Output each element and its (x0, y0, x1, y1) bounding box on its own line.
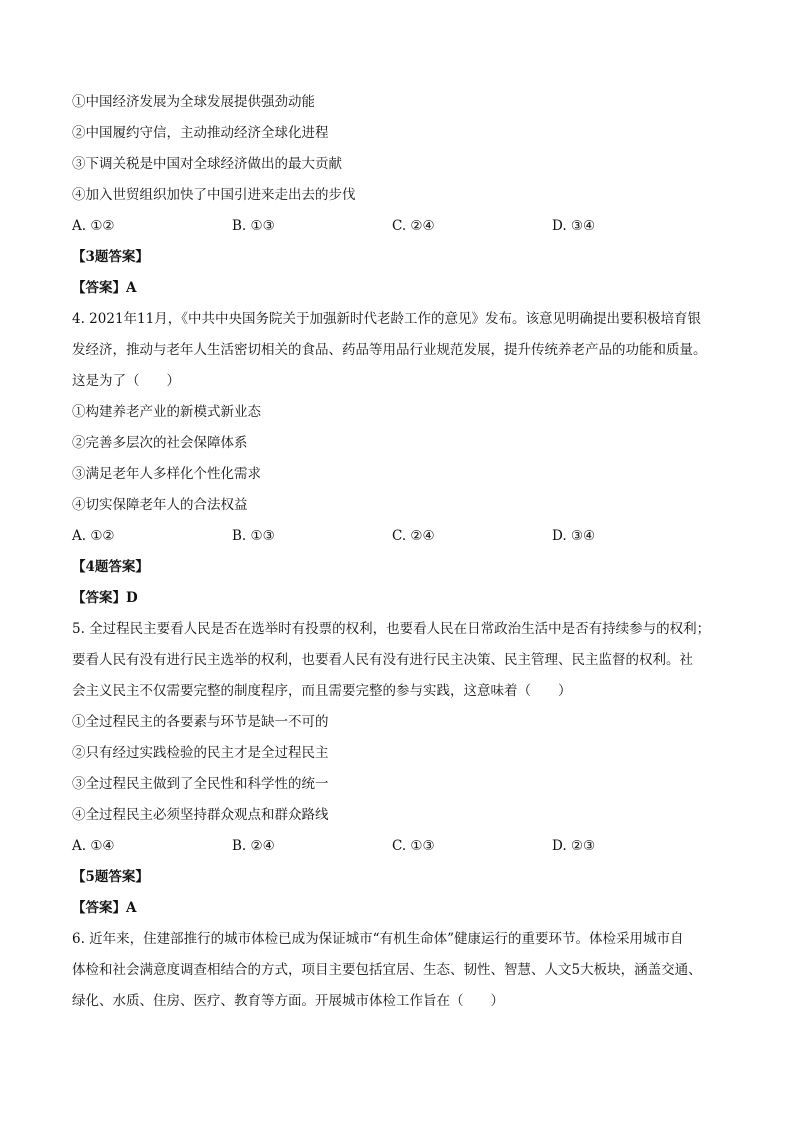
q3-option-b: B. ①③ (232, 218, 275, 234)
q3-item-4: ④加入世贸组织加快了中国引进来走出去的步伐 (72, 187, 356, 203)
q4-answer-header: 【4题答案】 (72, 559, 149, 575)
q5-option-d: D. ②③ (552, 838, 596, 854)
q6-stem-line-3: 绿化、水质、住房、医疗、教育等方面。开展城市体检工作旨在（ ） (72, 993, 504, 1009)
q4-item-2: ②完善多层次的社会保障体系 (72, 435, 248, 451)
q5-stem-line-3: 会主义民主不仅需要完整的制度程序，而且需要完整的参与实践，这意味着（ ） (72, 683, 572, 699)
q5-stem-line-2: 要看人民有没有进行民主选举的权利，也要看人民有没有进行民主决策、民主管理、民主监督的权利。社 (72, 652, 693, 668)
q5-answer: 【答案】A (72, 900, 137, 916)
q5-item-3: ③全过程民主做到了全民性和科学性的统一 (72, 776, 329, 792)
q3-answer: 【答案】A (72, 280, 137, 296)
q5-option-c: C. ①③ (392, 838, 435, 854)
q3-options (72, 216, 732, 236)
q3-item-2: ②中国履约守信，主动推动经济全球化进程 (72, 125, 329, 141)
q5-item-2: ②只有经过实践检验的民主才是全过程民主 (72, 745, 329, 761)
q4-stem-line-3: 这是为了（ ） (72, 373, 180, 389)
q5-option-b: B. ②④ (232, 838, 275, 854)
q4-option-c: C. ②④ (392, 528, 435, 544)
q4-option-b: B. ①③ (232, 528, 275, 544)
q4-item-1: ①构建养老产业的新模式新业态 (72, 404, 261, 420)
q4-option-d: D. ③④ (552, 528, 596, 544)
q4-item-4: ④切实保障老年人的合法权益 (72, 497, 248, 513)
q5-item-1: ①全过程民主的各要素与环节是缺一不可的 (72, 714, 329, 730)
q5-item-4: ④全过程民主必须坚持群众观点和群众路线 (72, 807, 329, 823)
q6-stem-line-2: 体检和社会满意度调查相结合的方式，项目主要包括宜居、生态、韧性、智慧、人文5大板块，涵盖交通、 (72, 962, 702, 978)
q6-stem-line-1: 6. 近年来，住建部推行的城市体检已成为保证城市“有机生命体”健康运行的重要环节。体检采用城市自 (72, 931, 684, 947)
q3-option-c: C. ②④ (392, 218, 435, 234)
q4-option-a: A. ①② (72, 528, 115, 544)
q5-answer-header: 【5题答案】 (72, 869, 149, 885)
q4-item-3: ③满足老年人多样化个性化需求 (72, 466, 261, 482)
q5-stem-line-1: 5. 全过程民主要看人民是否在选举时有投票的权利，也要看人民在日常政治生活中是否有持续参与的权利； (72, 621, 711, 637)
q5-options (72, 836, 732, 856)
document-page (72, 92, 732, 1011)
q4-options (72, 526, 732, 546)
q3-answer-header: 【3题答案】 (72, 249, 149, 265)
q4-stem-line-2: 发经济，推动与老年人生活密切相关的食品、药品等用品行业规范发展，提升传统养老产品的功能和质量。 (72, 342, 707, 358)
q5-option-a: A. ①④ (72, 838, 115, 854)
q3-item-3: ③下调关税是中国对全球经济做出的最大贡献 (72, 156, 342, 172)
q3-item-1: ①中国经济发展为全球发展提供强劲动能 (72, 94, 315, 110)
q3-option-d: D. ③④ (552, 218, 596, 234)
q4-stem-line-1: 4. 2021年11月，《中共中央国务院关于加强新时代老龄工作的意见》发布。该意见明确提出要积极培育银 (72, 311, 701, 327)
q3-option-a: A. ①② (72, 218, 115, 234)
q4-answer: 【答案】D (72, 590, 138, 606)
